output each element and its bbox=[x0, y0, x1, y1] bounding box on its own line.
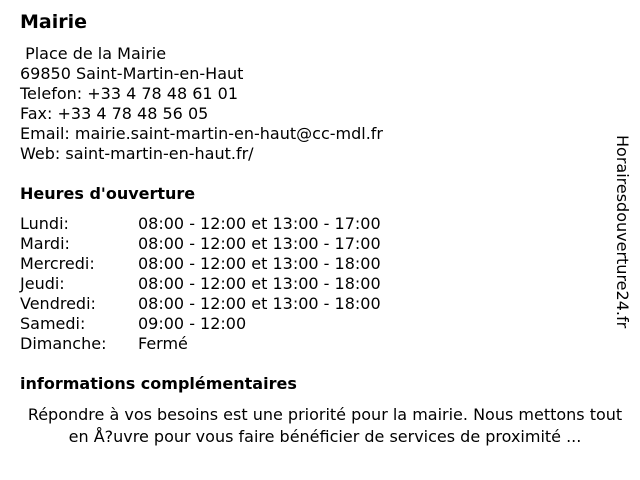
hours-row bbox=[20, 334, 381, 354]
day-label: Vendredi: bbox=[20, 294, 96, 313]
hours-row bbox=[20, 234, 381, 254]
phone-number: Telefon: +33 4 78 48 61 01 bbox=[20, 84, 239, 103]
email-address: Email: mairie.saint-martin-en-haut@cc-mdl.fr bbox=[20, 124, 383, 143]
website-url: Web: saint-martin-en-haut.fr/ bbox=[20, 144, 254, 163]
time-range: 08:00 - 12:00 et 13:00 - 17:00 bbox=[138, 214, 381, 233]
hours-row bbox=[20, 254, 381, 274]
day-label: Samedi: bbox=[20, 314, 86, 333]
site-watermark: Horairesdouverture24.fr bbox=[613, 135, 632, 329]
time-range: 08:00 - 12:00 et 13:00 - 18:00 bbox=[138, 294, 381, 313]
fax-number: Fax: +33 4 78 48 56 05 bbox=[20, 104, 209, 123]
hours-row bbox=[20, 214, 381, 234]
day-label: Jeudi: bbox=[20, 274, 65, 293]
time-range: 08:00 - 12:00 et 13:00 - 18:00 bbox=[138, 274, 381, 293]
day-label: Mardi: bbox=[20, 234, 70, 253]
time-range: 09:00 - 12:00 bbox=[138, 314, 247, 333]
day-label: Lundi: bbox=[20, 214, 69, 233]
street-address: Place de la Mairie bbox=[20, 44, 167, 63]
day-label: Mercredi: bbox=[20, 254, 95, 273]
time-range: Fermé bbox=[138, 334, 188, 353]
info-description: Répondre à vos besoins est une priorité pour la mairie. Nous mettons tout en Å?uvre pour vous faire bénéficier de services de proximité ... bbox=[27, 405, 623, 446]
opening-hours-table bbox=[20, 214, 381, 354]
page-title: Mairie bbox=[20, 11, 88, 33]
hours-row bbox=[20, 294, 381, 314]
time-range: 08:00 - 12:00 et 13:00 - 17:00 bbox=[138, 234, 381, 253]
hours-heading: Heures d'ouverture bbox=[20, 184, 196, 203]
day-label: Dimanche: bbox=[20, 334, 107, 353]
address-block bbox=[20, 44, 383, 164]
time-range: 08:00 - 12:00 et 13:00 - 18:00 bbox=[138, 254, 381, 273]
hours-row bbox=[20, 274, 381, 294]
info-heading: informations complémentaires bbox=[20, 374, 297, 393]
hours-row bbox=[20, 314, 381, 334]
city-address: 69850 Saint-Martin-en-Haut bbox=[20, 64, 244, 83]
